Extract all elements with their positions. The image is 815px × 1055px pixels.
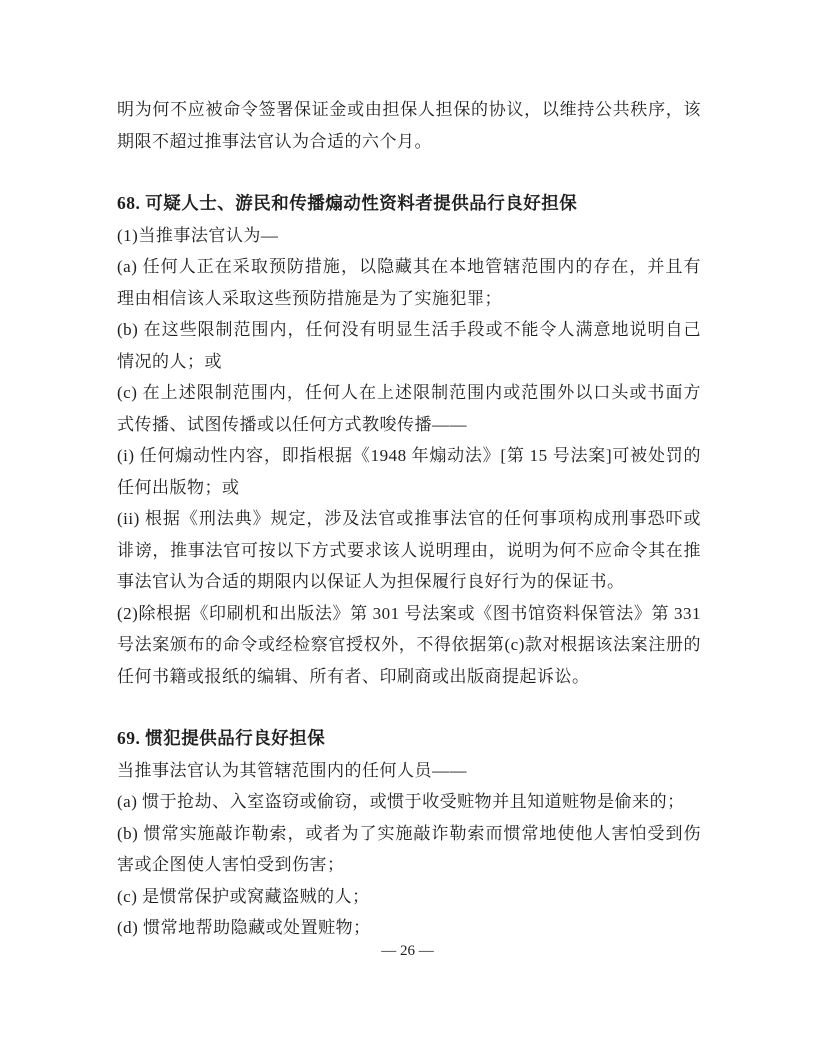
section-69-clause-c: (c) 是惯常保护或窝藏盗贼的人； [117,886,370,906]
section-69-clause-b: (b) 惯常实施敲诈勒索，或者为了实施敲诈勒索而惯常地使他人害怕受到伤害或企图使人害怕受到伤害； [117,823,701,874]
section-68-heading: 68. 可疑人士、游民和传播煽动性资料者提供品行良好担保 [117,193,578,213]
intro-continuation-paragraph: 明为何不应被命令签署保证金或由担保人担保的协议，以维持公共秩序，该期限不超过推事法官认为合适的六个月。 [117,100,701,151]
section-68-clause-ii: (ii) 根据《刑法典》规定，涉及法官或推事法官的任何事项构成刑事恐吓或诽谤，推事法官可按以下方式要求该人说明理由，说明为何不应命令其在推事法官认为合适的期限内以保证人为担保履行良好行为的保证书。 [117,509,701,591]
section-69-intro: 当推事法官认为其管辖范围内的任何人员—— [117,760,467,780]
section-68-clause-b: (b) 在这些限制范围内，任何没有明显生活手段或不能令人满意地说明自己情况的人；或 [117,320,701,371]
page-number: — 26 — [381,943,434,959]
section-68-clause-c: (c) 在上述限制范围内，任何人在上述限制范围内或范围外以口头或书面方式传播、试图传播或以任何方式教唆传播—— [117,383,701,434]
section-68-clause-i: (i) 任何煽动性内容，即指根据《1948 年煽动法》[第 15 号法案]可被处罚的任何出版物；或 [117,446,701,497]
section-69-clause-d: (d) 惯常地帮助隐藏或处置赃物； [117,918,371,937]
page-content [117,94,701,944]
section-68-clause-2: (2)除根据《印刷机和出版法》第 301 号法案或《图书馆资料保管法》第 331 号法案颁布的命令或经检察官授权外，不得依据第(c)款对根据该法案注册的任何书籍或报纸的编辑、所有者、印刷商或出版商提起诉讼。 [117,603,701,686]
section-69-heading: 69. 惯犯提供品行良好担保 [117,728,326,748]
section-69-clause-a: (a) 惯于抢劫、入室盗窃或偷窃，或惯于收受赃物并且知道赃物是偷来的； [117,792,685,811]
section-68-clause-1: (1)当推事法官认为— [117,225,279,245]
section-68-clause-a: (a) 任何人正在采取预防措施，以隐藏其在本地管辖范围内的存在，并且有理由相信该人采取这些预防措施是为了实施犯罪； [117,257,701,308]
